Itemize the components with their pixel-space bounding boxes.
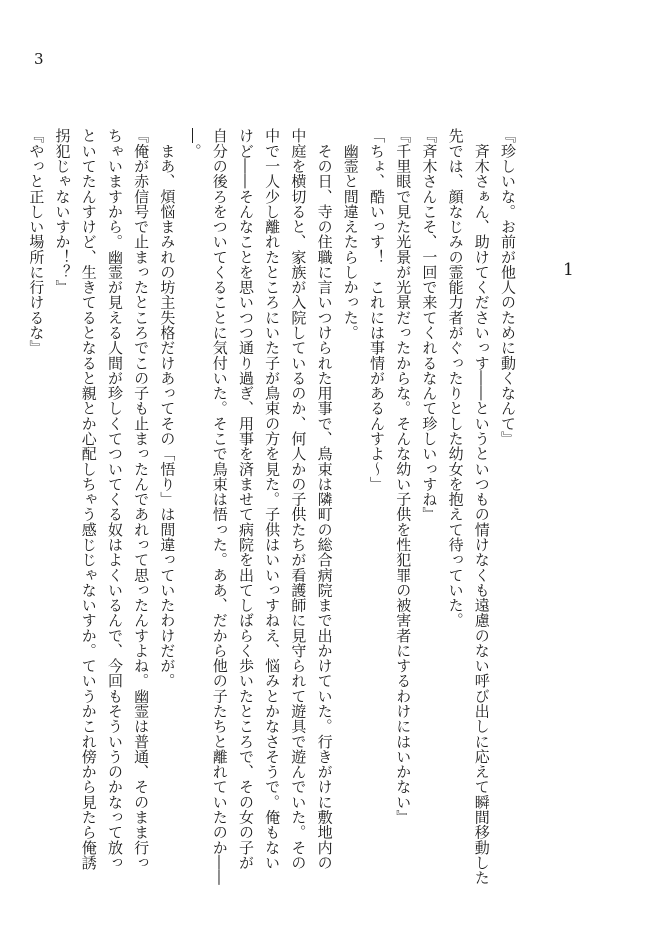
text-line: まあ、煩悩まみれの坊主失格だけあってその「悟り」は間違っていたわけだが。 bbox=[158, 128, 177, 689]
text-line: 『珍しいな。お前が他人のために動くなんて』 bbox=[499, 128, 517, 446]
text-line: ―。 bbox=[184, 128, 203, 159]
chapter-marker: 1 bbox=[563, 260, 574, 280]
text-line: 先では、顔なじみの霊能力者がぐったりとした幼女を抱えて待っていた。 bbox=[446, 128, 465, 628]
text-line: 『斉木さんこそ、一回で来てくれるなんて珍しいっすね』 bbox=[420, 128, 439, 522]
body-text bbox=[27, 128, 521, 886]
text-line: 斉木さぁん、助けてくださいっす――というといつもの情けなくも遠慮のない呼び出しに応えて瞬間移動した bbox=[472, 128, 491, 885]
text-line: 拐犯じゃないすか！？』 bbox=[53, 128, 72, 295]
text-line: 「ちょ、酷いっす！ これには事情があるんすよ～」 bbox=[367, 128, 386, 492]
text-line: 『千里眼で見た光景が光景だったからな。そんな幼い子供を性犯罪の被害者にするわけにはいかない』 bbox=[394, 128, 413, 825]
text-line: ちゃいますから。幽霊が見える人間が珍しくてついてくる奴はよくいるんで、今回もそういうのかなって放っ bbox=[105, 128, 124, 870]
text-line: 自分の後ろをついてくることに気付いた。そこで鳥束は悟った。ああ、だから他の子たちと離れていたのか―― bbox=[210, 128, 229, 886]
text-line: 中で一人少し離れたところにいた子が鳥束の方を見た。子供はいいっすねえ、悩みとかなさそうで。俺もない bbox=[263, 128, 282, 870]
text-line: けど――そんなことを思いつつ通り過ぎ、用事を済ませて病院を出てしばらく歩いたところで、その女の子が bbox=[236, 128, 255, 870]
text-line: 中庭を横切ると、家族が入院しているのか、何人かの子供たちが看護師に見守られて遊具で遊んでいた。その bbox=[289, 128, 308, 870]
text-line: 『やっと正しい場所に行けるな』 bbox=[27, 128, 46, 356]
text-line: その日、寺の住職に言いつけられた用事で、鳥束は隣町の総合病院まで出かけていた。行きがけに敷地内の bbox=[315, 128, 334, 870]
page-number: 3 bbox=[34, 50, 44, 68]
text-line: 『俺が赤信号で止まったところでこの子も止まったんであれって思ったんすよね。幽霊は普通、そのまま行っ bbox=[132, 128, 151, 870]
text-line: 幽霊と間違えたらしかった。 bbox=[341, 128, 360, 340]
text-line: といてたんすけど、生きてるとなると親とか心配しちゃう感じじゃないすか。ていうかこれ傍から見たら俺誘 bbox=[79, 128, 98, 870]
